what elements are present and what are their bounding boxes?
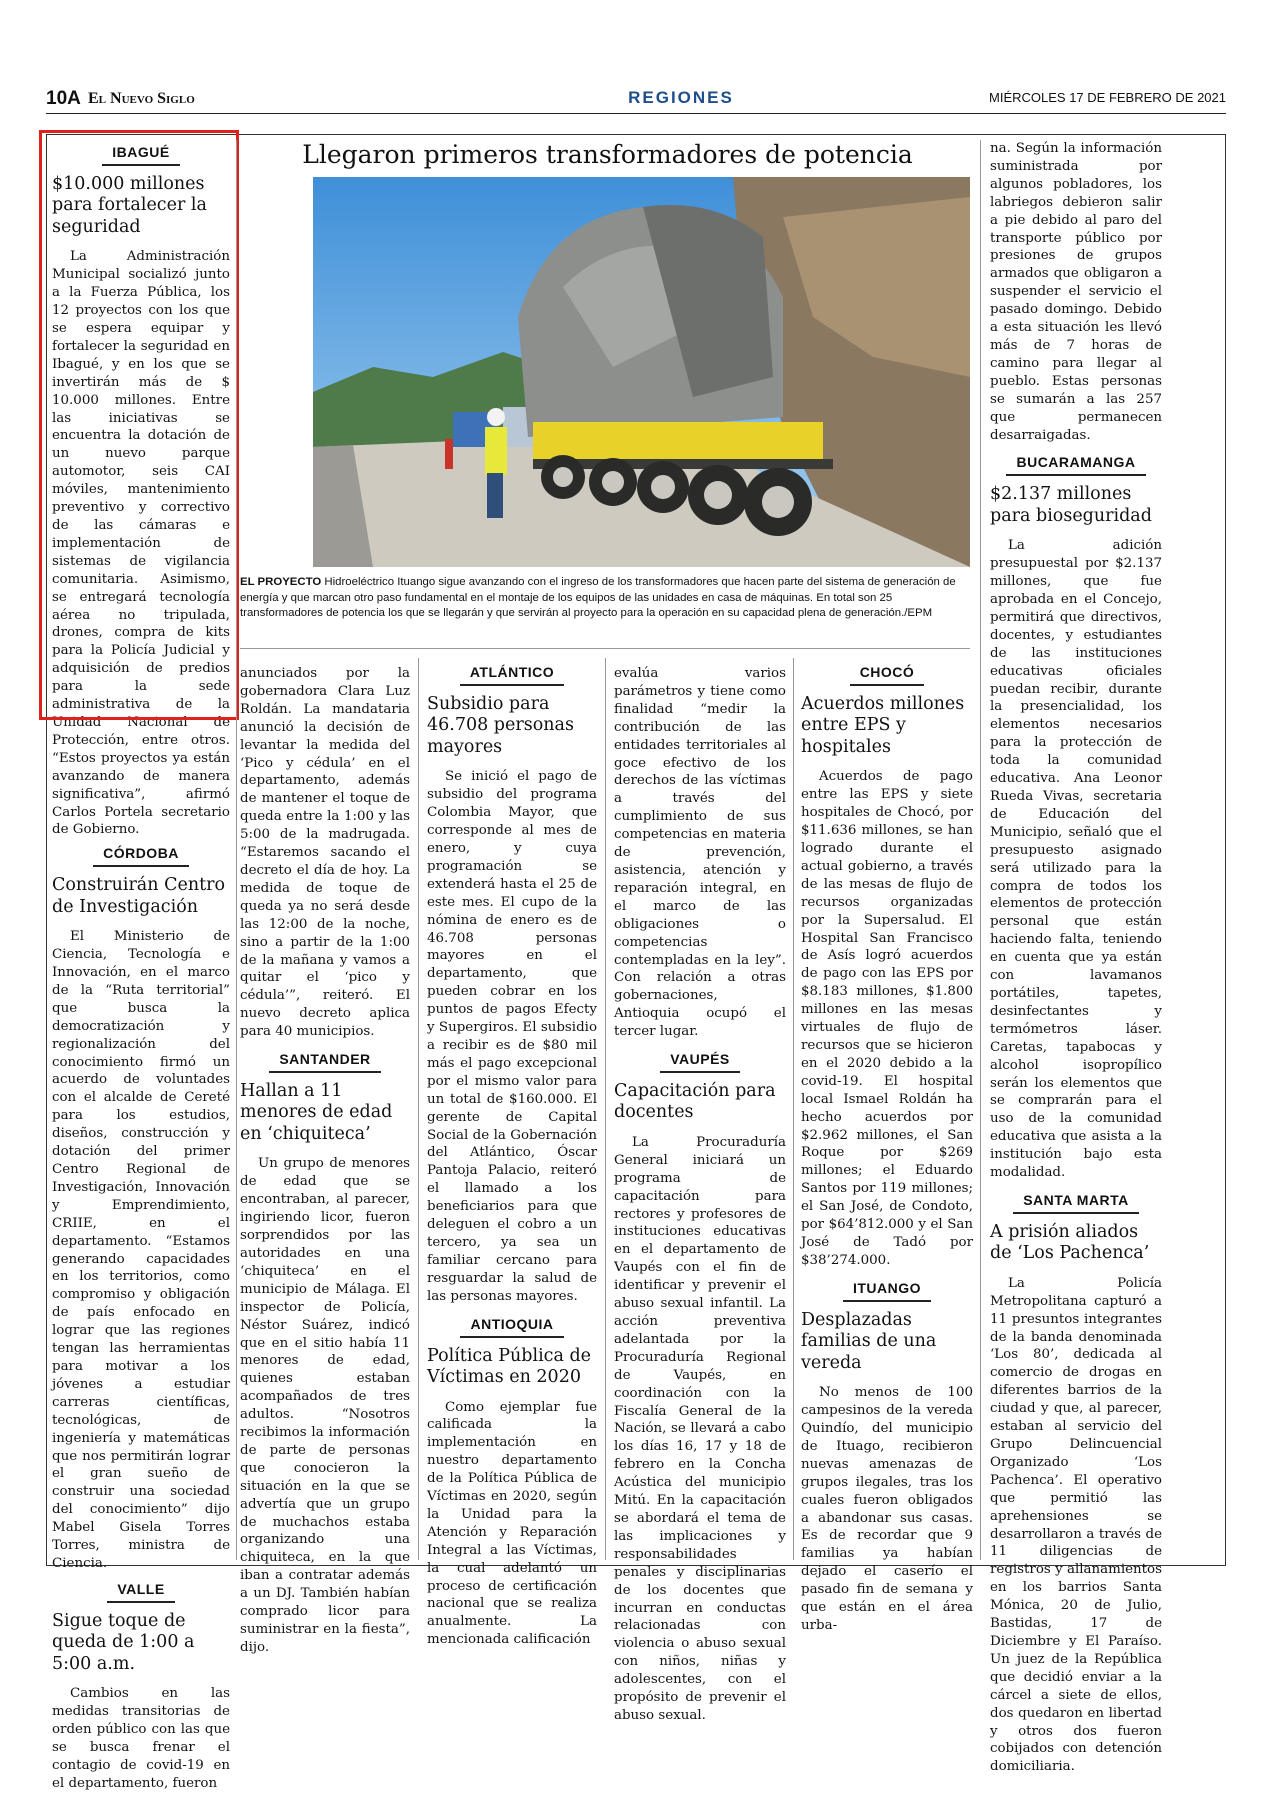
article-santander: Un grupo de menores de edad que se encontraban, al parecer, ingiriendo licor, fueron sorprendidos por las autoridades en una ‘chiquiteca’ en el municipio de Málaga. El inspector de Policía, Néstor Suárez, indicó que en el sitio había 11 menores de edad, quienes estaban acompañados de tres adultos. “Nosotros recibimos la información de parte de personas que conocieron la situación en la que se advertía que un grupo de muchachos estaba organizando una chiquiteca, en la que iban a contratar además a un DJ. También habían comprado licor para suministrar en la fiesta”, dijo.: [240, 1156, 410, 1655]
column-2: [240, 665, 410, 1657]
column-4: [614, 665, 786, 1725]
article-antioquia-cont: evalúa varios parámetros y tiene como finalidad “medir la contribución de las entidades territoriales al goce efectivo de los derechos de las víctimas a través del cumplimiento de sus competencias en materia de prevención, asistencia, atención y reparación integral, en el marco de las obligaciones o competencias contempladas en la ley”. Con relación a otras gobernaciones, Antioquia ocupó el tercer lugar.: [614, 666, 786, 1040]
section-tag-vaupes: VAUPÉS: [660, 1049, 740, 1073]
section-tag-santander: SANTANDER: [269, 1049, 380, 1073]
article-vaupes: La Procuraduría General iniciará un programa de capacitación para rectores y profesores de instituciones educativas en el departamento de Vaupés con el fin de identificar y prevenir el abuso sexual infantil. La acción preventiva adelantada por la Procuraduría Regional de Vaupés, en coordinación con la Fiscalía General de la Nación, se llevará a cabo los días 16, 17 y 18 de febrero en la Concha Acústica del municipio Mitú. En la capacitación se abordará el tema de las implicaciones y responsabilidades penales y disciplinarias de los docentes que incurran en conductas relacionadas con violencia o abuso sexual con niños, niñas y adolescentes, con el propósito de prevenir el abuso sexual.: [614, 1134, 786, 1723]
article-choco: Acuerdos de pago entre las EPS y siete hospitales de Chocó, por $11.636 millones, se han logrado durante el actual gobierno, a través de las mesas de flujo de recursos organizadas por la Supersalud. El Hospital San Francisco de Asís logró acuerdos de pago con las EPS por $8.183 millones, $1.800 millones en las mesas virtuales de flujo de recursos que se hicieron en el 2020 debido a la covid-19. El hospital local Ismael Roldán ha hecho acuerdos por $2.962 millones, el San Roque por $269 millones; el Eduardo Santos por 119 millones; el San José, de Condoto, por $64’812.000 y el San José de Tadó por $38’274.000.: [801, 769, 973, 1268]
article-ituango: No menos de 100 campesinos de la vereda Quindío, del municipio de Ituago, recibieron nuevas amenazas de grupos ilegales, tras los cuales fueron obligados a abandonar sus casas. Es de recordar que 9 familias ya habían dejado el caserío el pasado fin de semana y que están en el área urba-: [801, 1385, 973, 1633]
section-tag-cordoba: CÓRDOBA: [93, 843, 189, 867]
article-santamarta: La Policía Metropolitana capturó a 11 presuntos integrantes de la banda denominada ‘Los 80’, dedicada al comercio de drogas en diferentes barrios de la ciudad y que, al parecer, estaban al servicio del Grupo Delincuencial Organizado ‘Los Pachenca’. El operativo que permitió las aprehensiones se desarrollaron a través de 11 diligencias de registros y allanamientos en los barrios Santa Mónica, 20 de Julio, Bastidas, 17 de Diciembre y El Paraíso. Un juez de la República que decidió enviar a la cárcel a siete de ellos, dos quedaron en libertad y otros dos fueron cobijados con detención domiciliaria.: [990, 1275, 1162, 1775]
headline-bucaramanga: $2.137 millones para bioseguridad: [990, 484, 1152, 526]
headline-antioquia: Política Pública de Víctimas en 2020: [427, 1345, 592, 1387]
caption-divider: [240, 648, 970, 649]
headline-ibague: $10.000 millones para fortalecer la seguridad: [52, 173, 207, 237]
article-valle: Cambios en las medidas transitorias de orden público con las que se busca frenar el contagio de covid-19 en el departamento, fueron: [52, 1686, 230, 1791]
header-rule: [46, 113, 1226, 114]
newspaper-brand: El Nuevo Siglo: [88, 90, 195, 107]
column-rule: [236, 140, 237, 1560]
page-header: [46, 88, 1226, 114]
caption-label: EL PROYECTO: [240, 576, 322, 588]
section-tag-ibague: IBAGUÉ: [102, 142, 179, 166]
section-tag-santamarta: SANTA MARTA: [1013, 1190, 1139, 1214]
article-ibague: La Administración Municipal socializó junto a la Fuerza Pública, los 12 proyectos con los que se espera equipar y fortalecer la seguridad en Ibagué, y en los que se invertirán más de $ 10.000 millones. Entre las iniciativas se encuentra la dotación de un nuevo parque automotor, seis CAI móviles, mantenimiento preventivo y correctivo de las cámaras e implementación de sistemas de vigilancia comunitaria. Asimismo, se entregará tecnología aérea no tripulada, drones, compra de kits para la Policía Judicial y adquisición de predios para la sede administrativa de la Unidad Nacional de Protección, entre otros. “Estos proyectos ya están avanzando de manera significativa”, afirmó Carlos Portela secretario de Gobierno.: [52, 249, 230, 838]
page-number: 10A: [46, 88, 81, 109]
column-5: [801, 658, 973, 1635]
feature-photo: [313, 177, 970, 567]
article-ituango-cont: na. Según la información suministrada por algunos pobladores, los labriegos debieron salir a pie debido al paro del transporte público por presiones de grupos armados que obligaron a suspender el servicio el pasado domingo. Debido a esta situación les llevó más de 7 horas de camino para llegar al pueblo. Estas personas se sumarán a las 257 que permanecen desarraigadas.: [990, 141, 1162, 443]
section-tag-valle: VALLE: [107, 1579, 174, 1603]
column-rule: [793, 658, 794, 1560]
article-valle-cont: anunciados por la gobernadora Clara Luz Roldán. La mandataria anunció la decisión de levantar la medida del ‘Pico y cédula’ en el departamento, además de mantener el toque de queda entre la 1:00 y las 5:00 de la madrugada. “Estaremos sacando el decreto el día de hoy. La medida de toque de queda ya no será desde las 12:00 de la noche, sino a partir de la 1:00 de la mañana y vamos a quitar el ‘pico y cédula’”, reiteró. El nuevo decreto aplica para 40 municipios.: [240, 666, 410, 1040]
article-cordoba: El Ministerio de Ciencia, Tecnología e Innovación, en el marco de la “Ruta territorial” que busca la democratización y regionalización del conocimiento firmó un acuerdo de voluntades con el alcalde de Cereté para los estudios, diseños, construcción y dotación del primer Centro Regional de Investigación, Innovación y Emprendimiento, CRIIE, en el departamento. “Estamos generando capacidades en los territorios, como compromiso y obligación de país enfocado en lograr que las regiones tengan las herramientas para motivar a los jóvenes a estudiar carreras científicas, tecnológicas, de ingeniería y matemáticas que nos permitirán lograr el gran sueño de construir una sociedad del conocimiento” dijo Mabel Gisela Torres Torres, ministra de Ciencia.: [52, 929, 230, 1571]
feature-title: Llegaron primeros transformadores de potencia: [302, 140, 913, 169]
section-tag-ituango: ITUANGO: [843, 1278, 931, 1302]
headline-atlantico: Subsidio para 46.708 personas mayores: [427, 693, 574, 757]
headline-santamarta: A prisión aliados de ‘Los Pachenca’: [990, 1221, 1150, 1264]
column-rule: [980, 140, 981, 1560]
section-tag-atlantico: ATLÁNTICO: [460, 662, 564, 686]
caption-text: Hidroeléctrico Ituango sigue avanzando con el ingreso de los transformadores que hacen parte del sistema de generación de energía y que marcan otro paso fundamental en el montaje de los equipos de las unidades en casa de máquinas. En total son 25 transformadores de potencia los que se llegarán y que servirán al proyecto para la operación en su capacidad plena de generación./EPM: [240, 576, 956, 619]
column-3: [427, 658, 597, 1649]
section-tag-choco: CHOCÓ: [850, 662, 925, 686]
headline-ituango: Desplazadas familias de una vereda: [801, 1309, 937, 1373]
headline-choco: Acuerdos millones entre EPS y hospitales: [801, 693, 965, 757]
photo-caption: [240, 575, 970, 622]
article-atlantico: Se inició el pago de subsidio del programa Colombia Mayor, que corresponde al mes de enero, y cuya programación se extenderá hasta el 25 de este mes. El cupo de la nómina de enero es de 46.708 personas mayores en el departamento, que pueden cobrar en los puntos de pagos Efecty y Supergiros. El subsidio a recibir es de $80 mil más el pago excepcional por el mismo valor para un total de $160.000. El gerente de Capital Social de la Gobernación del Atlántico, Óscar Pantoja Palacio, reiteró el llamado a los beneficiarios para que deleguen el cobro a un tercero, ya sea un familiar cercano para resguardar la salud de las personas mayores.: [427, 769, 597, 1304]
section-tag-antioquia: ANTIOQUIA: [460, 1314, 563, 1338]
column-rule: [418, 658, 419, 1560]
headline-vaupes: Capacitación para docentes: [614, 1080, 776, 1123]
article-antioquia: Como ejemplar fue calificada la implementación en nuestro departamento de la Política Pública de Víctimas en 2020, según la Unidad para la Atención y Reparación Integral a las Víctimas, la cual adelantó un proceso de certificación nacional que se realiza anualmente. La mencionada calificación: [427, 1399, 597, 1648]
section-tag-bucaramanga: BUCARAMANGA: [1006, 452, 1145, 476]
headline-santander: Hallan a 11 menores de edad en ‘chiquiteca’: [240, 1080, 393, 1144]
article-bucaramanga: La adición presupuestal por $2.137 millones, que fue aprobada en el Concejo, permitirá que directivos, docentes, y estudiantes de las instituciones educativas oficiales puedan recibir, durante la presencialidad, los elementos necesarios para la protección de toda la comunidad educativa. Ana Leonor Rueda Vivas, secretaria de Educación del Municipio, señaló que el presupuesto asignado será utilizado para la compra de todos los elementos de protección personal que están haciendo falta, teniendo en cuenta que ya están con lavamanos portátiles, tapetes, desinfectantes y termómetros láser. Caretas, tapabocas y alcohol isopropílico serán los elementos que se comprarán para el uso de la comunidad educativa que asista a la institución bajo esta modalidad.: [990, 538, 1162, 1181]
section-title: REGIONES: [628, 88, 734, 107]
column-rule: [605, 658, 606, 1560]
edition-date: MIÉRCOLES 17 DE FEBRERO DE 2021: [989, 90, 1226, 105]
highlight-box: [39, 130, 239, 720]
headline-valle: Sigue toque de queda de 1:00 a 5:00 a.m.: [52, 1610, 195, 1674]
column-6: [990, 140, 1162, 1776]
headline-cordoba: Construirán Centro de Investigación: [52, 875, 226, 917]
